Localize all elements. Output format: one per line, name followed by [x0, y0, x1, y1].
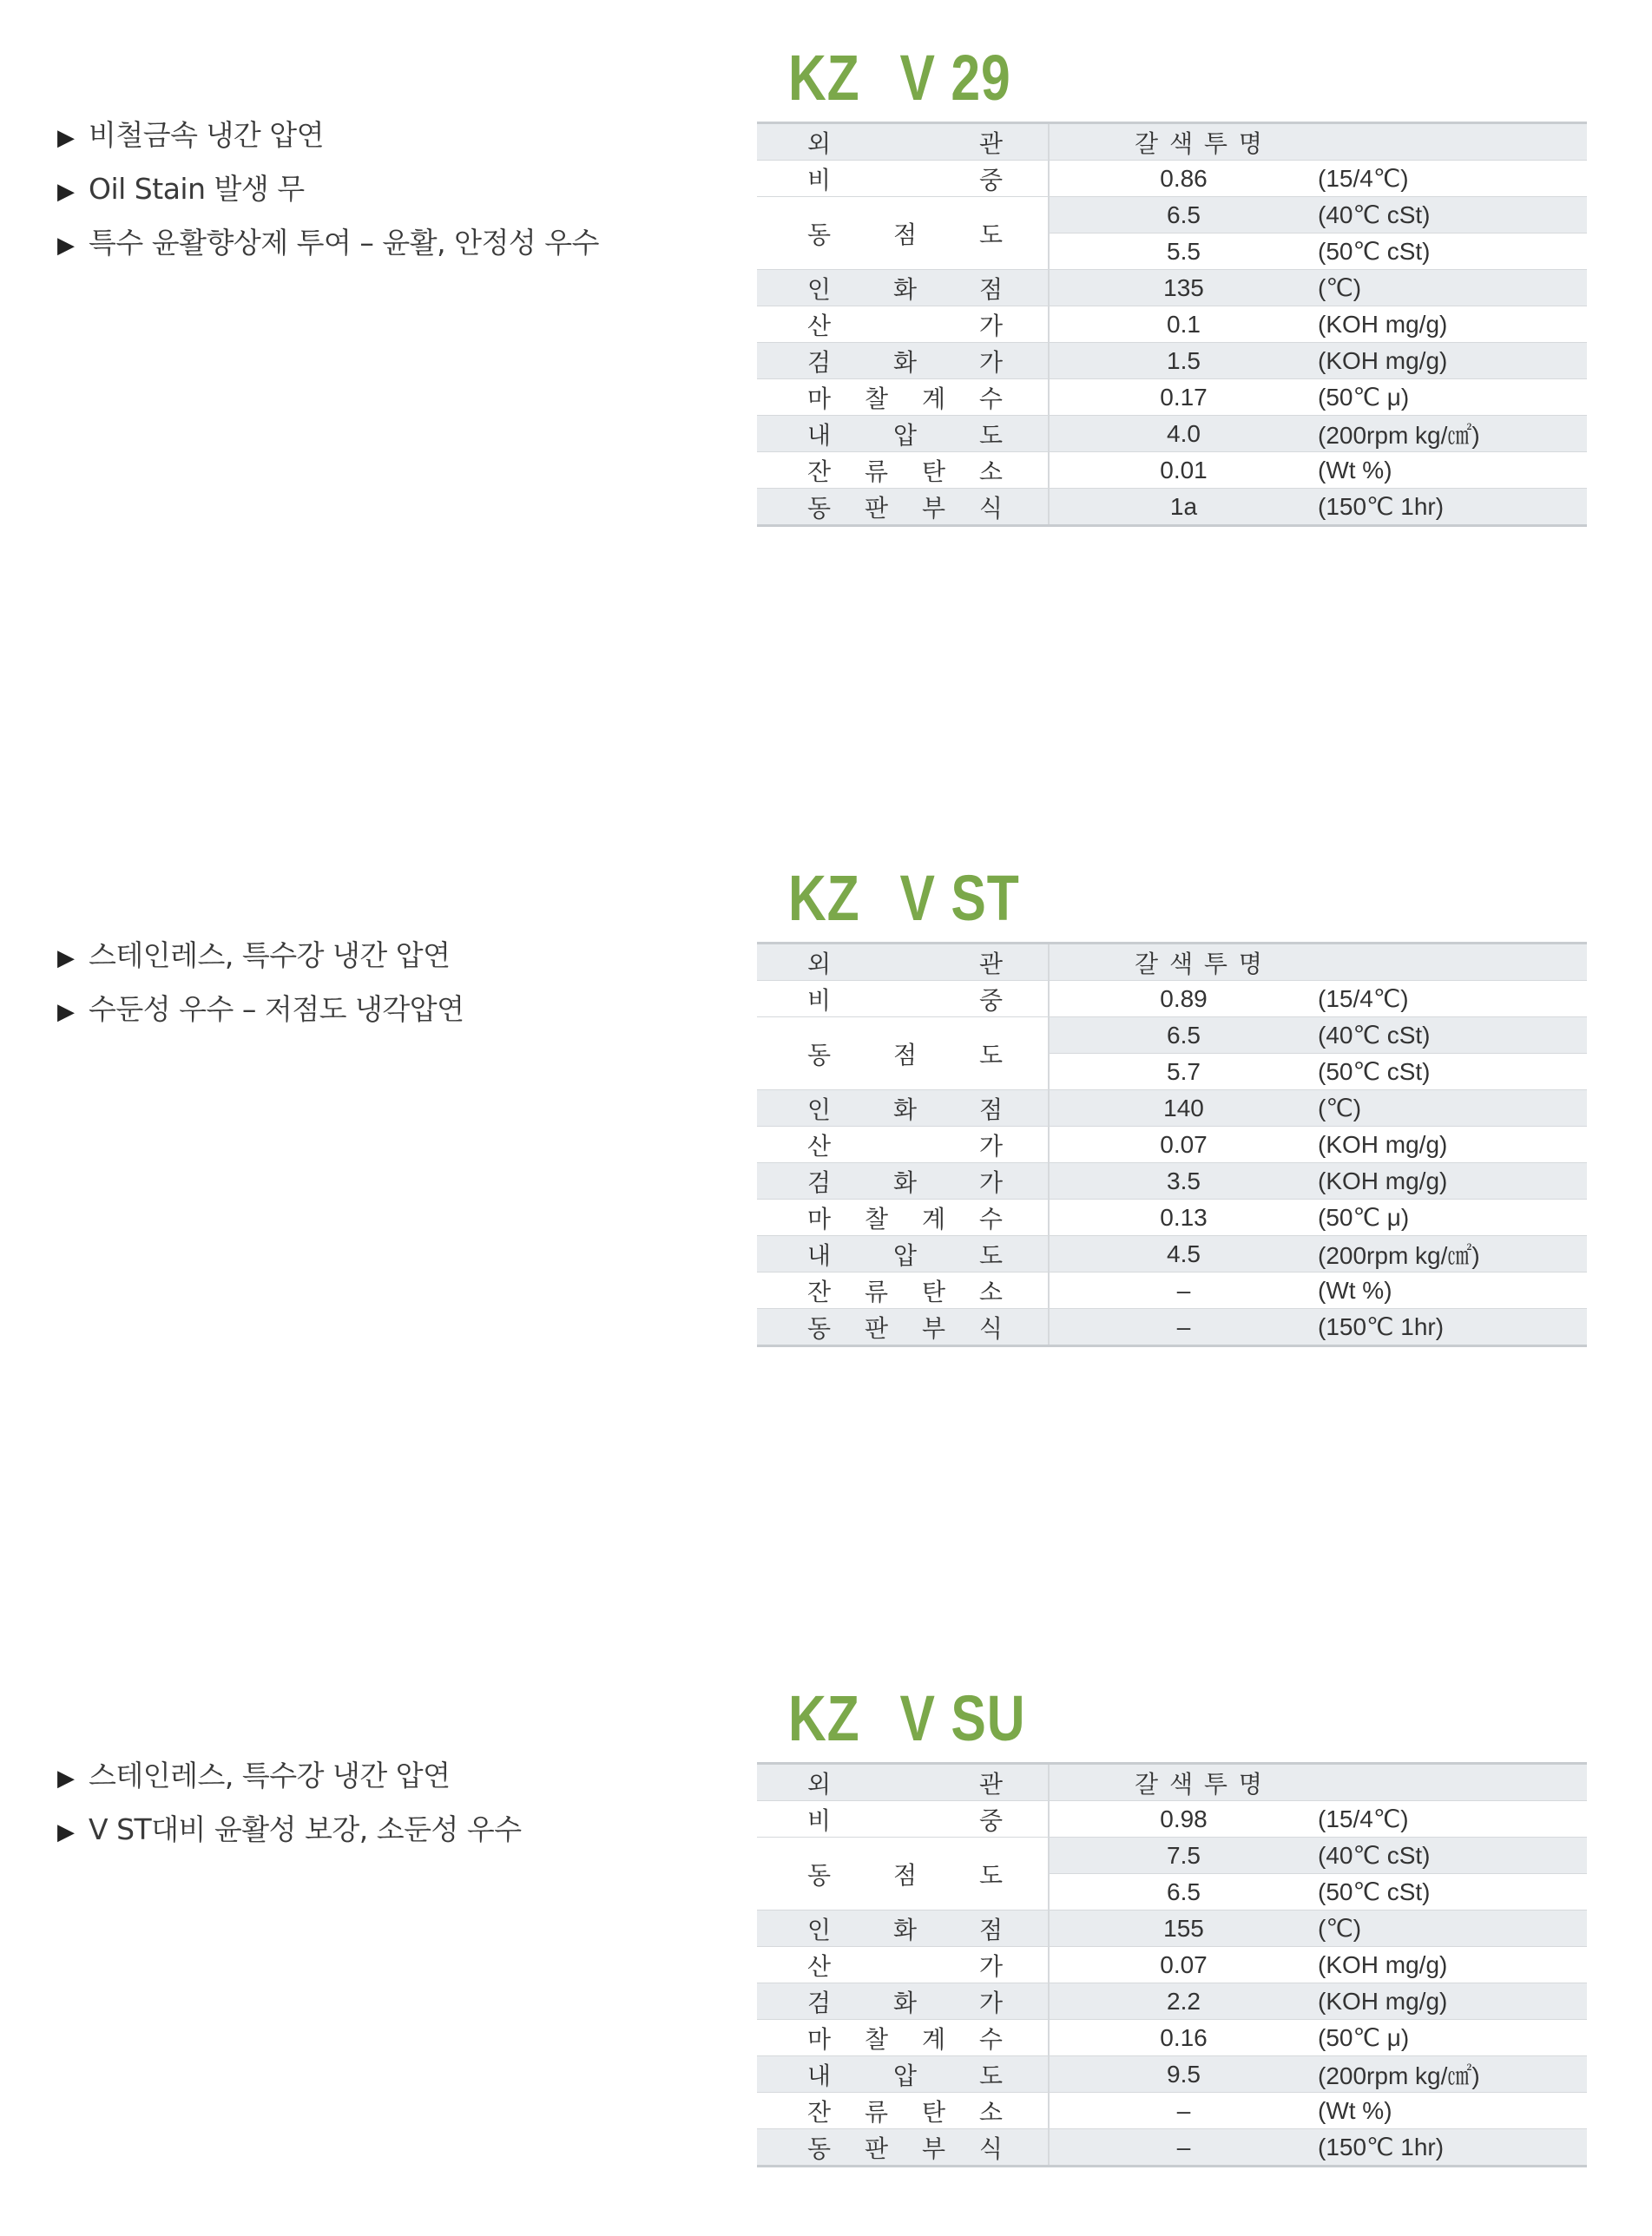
spec-label-char: 가 — [978, 311, 1003, 340]
spec-value: 0.01 — [1049, 452, 1318, 489]
spec-value: 0.16 — [1049, 2020, 1318, 2056]
spec-label-char: 소 — [978, 457, 1003, 486]
spec-value: 4.5 — [1049, 1236, 1318, 1273]
arrow-bullet-icon: ▶ — [57, 1766, 75, 1792]
spec-unit: (50℃ μ) — [1318, 2020, 1587, 2056]
spec-value: 5.7 — [1049, 1054, 1318, 1090]
spec-label-load-capacity — [757, 2057, 1048, 2092]
spec-label-copper-corrosion — [757, 2130, 1048, 2165]
spec-label-char: 검 — [807, 1988, 832, 2017]
feature-item — [57, 216, 599, 270]
spec-value: 6.5 — [1049, 1874, 1318, 1910]
spec-label-char: 화 — [892, 1095, 918, 1124]
spec-row-carbon-residue — [757, 1273, 1587, 1309]
spec-label-char: 탄 — [921, 457, 945, 486]
spec-label-char: 탄 — [921, 2097, 945, 2127]
spec-unit: (℃) — [1318, 270, 1587, 306]
spec-row-saponification-value — [757, 1983, 1587, 2020]
arrow-bullet-icon: ▶ — [57, 999, 75, 1025]
spec-value: 0.89 — [1049, 981, 1318, 1017]
spec-row-saponification-value — [757, 1163, 1587, 1200]
spec-label-saponification-value — [757, 1984, 1048, 2019]
spec-label-char: 도 — [978, 1240, 1003, 1270]
spec-unit: (150℃ 1hr) — [1318, 1309, 1587, 1346]
spec-row-acid-value — [757, 306, 1587, 343]
spec-unit: (50℃ cSt) — [1318, 1054, 1587, 1090]
spec-label-char: 판 — [864, 1313, 889, 1343]
spec-row-copper-corrosion — [757, 2129, 1587, 2167]
spec-label-char: 내 — [807, 420, 832, 450]
spec-row-friction-coefficient — [757, 1200, 1587, 1236]
spec-label-char: 부 — [921, 493, 945, 523]
spec-label-acid-value — [757, 1948, 1048, 1983]
spec-label-char: 식 — [978, 1313, 1003, 1343]
arrow-bullet-icon: ▶ — [57, 233, 75, 259]
spec-value: 3.5 — [1049, 1163, 1318, 1200]
spec-table — [757, 122, 1587, 527]
spec-value: 4.0 — [1049, 416, 1318, 452]
feature-text: 스테인레스, 특수강 냉간 압연 — [89, 938, 451, 972]
arrow-bullet-icon: ▶ — [57, 179, 75, 205]
spec-row-flash-point — [757, 1910, 1587, 1947]
spec-label-char: 계 — [921, 384, 945, 413]
product-section — [0, 1675, 1652, 2196]
feature-list — [57, 929, 464, 1036]
spec-label-char: 점 — [978, 1095, 1003, 1124]
product-model: V ST — [899, 862, 1020, 934]
spec-label-char: 검 — [807, 1167, 832, 1197]
spec-unit: (℃) — [1318, 1910, 1587, 1947]
appearance-value: 갈 색 투 명 — [1135, 1769, 1264, 1799]
product-model: V 29 — [899, 42, 1011, 114]
spec-unit: (40℃ cSt) — [1318, 1838, 1587, 1874]
product-prefix: KZ — [788, 42, 860, 114]
spec-table — [757, 1762, 1587, 2167]
spec-label-char: 동 — [807, 1313, 832, 1343]
spec-row-acid-value — [757, 1947, 1587, 1983]
spec-unit: (15/4℃) — [1318, 1801, 1587, 1838]
spec-label-acid-value — [757, 1128, 1048, 1162]
feature-text: 특수 윤활향상제 투여 – 윤활, 안정성 우수 — [89, 226, 599, 260]
spec-label-char: 찰 — [864, 384, 889, 413]
product-prefix: KZ — [788, 1682, 860, 1754]
spec-row-carbon-residue — [757, 2093, 1587, 2129]
spec-value: 135 — [1049, 270, 1318, 306]
spec-label-char: 비 — [807, 165, 832, 194]
spec-label-char: 도 — [978, 2061, 1003, 2090]
spec-label-saponification-value — [757, 1164, 1048, 1199]
spec-label-char: 인 — [807, 1915, 832, 1944]
spec-label-char: 점 — [892, 220, 918, 249]
spec-label-char: 가 — [978, 1131, 1003, 1161]
spec-label-char: 점 — [978, 1915, 1003, 1944]
spec-label-char: 판 — [864, 493, 889, 523]
spec-unit: (Wt %) — [1318, 2093, 1587, 2129]
spec-value: – — [1049, 1309, 1318, 1346]
spec-label-char: 탄 — [921, 1277, 945, 1306]
spec-label-char: 내 — [807, 2061, 832, 2090]
spec-label-copper-corrosion — [757, 1310, 1048, 1345]
spec-label-char: 산 — [807, 1131, 832, 1161]
spec-label-specific-gravity — [757, 1802, 1048, 1837]
spec-row-appearance — [757, 944, 1587, 981]
spec-label-char: 내 — [807, 1240, 832, 1270]
product-title — [788, 35, 1011, 122]
spec-row-load-capacity — [757, 416, 1587, 452]
spec-value: 1a — [1049, 489, 1318, 526]
spec-label-char: 관 — [978, 949, 1003, 978]
spec-unit: (200rpm kg/㎠) — [1318, 2056, 1587, 2093]
feature-text: V ST대비 윤활성 보강, 소둔성 우수 — [89, 1812, 522, 1846]
spec-value: 0.86 — [1049, 161, 1318, 197]
spec-value: 5.5 — [1049, 233, 1318, 270]
spec-label-char: 도 — [978, 1040, 1003, 1069]
spec-label-char: 가 — [978, 347, 1003, 377]
feature-text: 수둔성 우수 – 저점도 냉각압연 — [89, 992, 464, 1026]
spec-label-char: 중 — [978, 985, 1003, 1015]
spec-row-copper-corrosion — [757, 489, 1587, 526]
spec-label-char: 인 — [807, 1095, 832, 1124]
product-title — [788, 1675, 1025, 1762]
spec-row-friction-coefficient — [757, 2020, 1587, 2056]
spec-label-char: 찰 — [864, 2024, 889, 2054]
spec-label-char: 비 — [807, 985, 832, 1015]
spec-label-char: 화 — [892, 1915, 918, 1944]
spec-label-specific-gravity — [757, 982, 1048, 1016]
spec-label-appearance — [757, 125, 1048, 160]
spec-value: 6.5 — [1049, 197, 1318, 233]
arrow-bullet-icon: ▶ — [57, 125, 75, 151]
spec-label-char: 마 — [807, 384, 832, 413]
spec-value: 7.5 — [1049, 1838, 1318, 1874]
spec-value: 0.07 — [1049, 1127, 1318, 1163]
spec-label-char: 검 — [807, 347, 832, 377]
spec-unit: (Wt %) — [1318, 452, 1587, 489]
spec-label-char: 화 — [892, 1167, 918, 1197]
spec-label-appearance — [757, 1766, 1048, 1800]
spec-unit: (40℃ cSt) — [1318, 197, 1587, 233]
spec-label-char: 도 — [978, 1860, 1003, 1890]
spec-label-char: 식 — [978, 2134, 1003, 2163]
arrow-bullet-icon: ▶ — [57, 1819, 75, 1845]
spec-unit: (200rpm kg/㎠) — [1318, 416, 1587, 452]
spec-label-char: 중 — [978, 1805, 1003, 1835]
spec-row-friction-coefficient — [757, 379, 1587, 416]
spec-row-flash-point — [757, 1090, 1587, 1127]
spec-label-char: 수 — [978, 384, 1003, 413]
spec-row-viscosity-40 — [757, 1838, 1587, 1874]
spec-unit: (50℃ μ) — [1318, 379, 1587, 416]
spec-row-viscosity-40 — [757, 1017, 1587, 1054]
spec-row-specific-gravity — [757, 1801, 1587, 1838]
spec-unit: (℃) — [1318, 1090, 1587, 1127]
spec-value: 2.2 — [1049, 1983, 1318, 2020]
spec-unit: (50℃ cSt) — [1318, 1874, 1587, 1910]
feature-list — [57, 1749, 522, 1857]
spec-label-saponification-value — [757, 344, 1048, 378]
spec-label-char: 계 — [921, 2024, 945, 2054]
feature-item — [57, 109, 599, 162]
spec-label-char: 소 — [978, 2097, 1003, 2127]
spec-label-copper-corrosion — [757, 490, 1048, 524]
spec-label-char: 압 — [892, 2061, 918, 2090]
spec-label-char: 압 — [892, 1240, 918, 1270]
spec-value: – — [1049, 2093, 1318, 2129]
spec-value: 0.07 — [1049, 1947, 1318, 1983]
spec-label-char: 외 — [807, 128, 832, 158]
spec-unit: (KOH mg/g) — [1318, 343, 1587, 379]
spec-label-friction-coefficient — [757, 1200, 1048, 1235]
spec-label-char: 외 — [807, 1769, 832, 1799]
spec-row-saponification-value — [757, 343, 1587, 379]
spec-label-char: 화 — [892, 1988, 918, 2017]
spec-label-viscosity — [757, 216, 1048, 251]
spec-label-char: 비 — [807, 1805, 832, 1835]
spec-unit: (KOH mg/g) — [1318, 1127, 1587, 1163]
feature-item — [57, 1749, 522, 1803]
feature-text: 비철금속 냉간 압연 — [89, 118, 325, 152]
spec-label-acid-value — [757, 307, 1048, 342]
product-prefix: KZ — [788, 862, 860, 934]
spec-value: 155 — [1049, 1910, 1318, 1947]
spec-unit: (200rpm kg/㎠) — [1318, 1236, 1587, 1273]
product-section — [0, 35, 1652, 556]
spec-value: – — [1049, 1273, 1318, 1309]
spec-label-friction-coefficient — [757, 380, 1048, 415]
spec-label-char: 인 — [807, 274, 832, 304]
spec-value: 1.5 — [1049, 343, 1318, 379]
spec-label-char: 찰 — [864, 1204, 889, 1233]
spec-label-friction-coefficient — [757, 2021, 1048, 2055]
spec-label-char: 류 — [864, 1277, 889, 1306]
spec-label-char: 관 — [978, 128, 1003, 158]
feature-item — [57, 929, 464, 983]
spec-row-flash-point — [757, 270, 1587, 306]
spec-value: 0.13 — [1049, 1200, 1318, 1236]
spec-label-char: 계 — [921, 1204, 945, 1233]
spec-label-char: 소 — [978, 1277, 1003, 1306]
spec-label-char: 도 — [978, 220, 1003, 249]
spec-label-char: 마 — [807, 1204, 832, 1233]
product-title — [788, 855, 1020, 942]
spec-label-carbon-residue — [757, 2094, 1048, 2128]
spec-label-viscosity — [757, 1036, 1048, 1071]
spec-label-char: 점 — [892, 1860, 918, 1890]
spec-label-viscosity — [757, 1857, 1048, 1891]
feature-list — [57, 109, 599, 270]
spec-label-char: 점 — [892, 1040, 918, 1069]
spec-row-appearance — [757, 1764, 1587, 1801]
spec-unit: (15/4℃) — [1318, 161, 1587, 197]
spec-value: 140 — [1049, 1090, 1318, 1127]
spec-label-char: 부 — [921, 2134, 945, 2163]
spec-value: 0.98 — [1049, 1801, 1318, 1838]
spec-label-char: 수 — [978, 1204, 1003, 1233]
spec-row-viscosity-40 — [757, 197, 1587, 233]
spec-label-appearance — [757, 945, 1048, 980]
product-model: V SU — [899, 1682, 1026, 1754]
spec-table — [757, 942, 1587, 1347]
spec-row-copper-corrosion — [757, 1309, 1587, 1346]
spec-label-char: 압 — [892, 420, 918, 450]
spec-row-appearance — [757, 123, 1587, 161]
spec-label-char: 동 — [807, 493, 832, 523]
spec-unit: (KOH mg/g) — [1318, 1983, 1587, 2020]
spec-value: 0.17 — [1049, 379, 1318, 416]
spec-label-char: 산 — [807, 1951, 832, 1981]
spec-row-acid-value — [757, 1127, 1587, 1163]
spec-label-carbon-residue — [757, 1273, 1048, 1308]
spec-label-char: 화 — [892, 274, 918, 304]
spec-row-load-capacity — [757, 1236, 1587, 1273]
spec-row-carbon-residue — [757, 452, 1587, 489]
spec-row-specific-gravity — [757, 981, 1587, 1017]
spec-label-char: 마 — [807, 2024, 832, 2054]
spec-label-flash-point — [757, 1091, 1048, 1126]
spec-row-load-capacity — [757, 2056, 1587, 2093]
spec-label-char: 관 — [978, 1769, 1003, 1799]
spec-label-load-capacity — [757, 417, 1048, 451]
spec-label-char: 잔 — [807, 1277, 832, 1306]
spec-label-char: 동 — [807, 1040, 832, 1069]
spec-value: 0.1 — [1049, 306, 1318, 343]
spec-unit: (KOH mg/g) — [1318, 1163, 1587, 1200]
spec-label-carbon-residue — [757, 453, 1048, 488]
spec-label-char: 도 — [978, 420, 1003, 450]
spec-label-load-capacity — [757, 1237, 1048, 1272]
spec-unit: (150℃ 1hr) — [1318, 2129, 1587, 2167]
spec-unit: (Wt %) — [1318, 1273, 1587, 1309]
spec-value: – — [1049, 2129, 1318, 2167]
feature-text: Oil Stain 발생 무 — [89, 172, 305, 206]
spec-label-char: 판 — [864, 2134, 889, 2163]
spec-unit: (15/4℃) — [1318, 981, 1587, 1017]
spec-label-char: 동 — [807, 220, 832, 249]
spec-label-char: 동 — [807, 1860, 832, 1890]
arrow-bullet-icon: ▶ — [57, 945, 75, 971]
feature-item — [57, 1803, 522, 1857]
spec-label-char: 부 — [921, 1313, 945, 1343]
spec-unit: (KOH mg/g) — [1318, 306, 1587, 343]
spec-unit: (KOH mg/g) — [1318, 1947, 1587, 1983]
spec-label-char: 산 — [807, 311, 832, 340]
spec-label-char: 가 — [978, 1988, 1003, 2017]
appearance-value: 갈 색 투 명 — [1135, 128, 1264, 158]
spec-label-char: 잔 — [807, 457, 832, 486]
spec-label-char: 수 — [978, 2024, 1003, 2054]
spec-unit: (40℃ cSt) — [1318, 1017, 1587, 1054]
spec-unit: (150℃ 1hr) — [1318, 489, 1587, 526]
spec-label-flash-point — [757, 1911, 1048, 1946]
spec-row-specific-gravity — [757, 161, 1587, 197]
spec-label-char: 점 — [978, 274, 1003, 304]
spec-value: 9.5 — [1049, 2056, 1318, 2093]
feature-item — [57, 983, 464, 1036]
feature-item — [57, 162, 599, 216]
spec-label-char: 류 — [864, 2097, 889, 2127]
spec-label-specific-gravity — [757, 161, 1048, 196]
spec-label-char: 잔 — [807, 2097, 832, 2127]
feature-text: 스테인레스, 특수강 냉간 압연 — [89, 1759, 451, 1792]
spec-label-char: 화 — [892, 347, 918, 377]
appearance-value: 갈 색 투 명 — [1135, 949, 1264, 978]
spec-label-char: 가 — [978, 1167, 1003, 1197]
spec-label-char: 가 — [978, 1951, 1003, 1981]
spec-label-char: 동 — [807, 2134, 832, 2163]
spec-unit: (50℃ cSt) — [1318, 233, 1587, 270]
spec-label-char: 식 — [978, 493, 1003, 523]
spec-value: 6.5 — [1049, 1017, 1318, 1054]
spec-label-char: 류 — [864, 457, 889, 486]
spec-label-char: 중 — [978, 165, 1003, 194]
spec-unit: (50℃ μ) — [1318, 1200, 1587, 1236]
spec-label-char: 외 — [807, 949, 832, 978]
spec-label-flash-point — [757, 271, 1048, 306]
product-section — [0, 855, 1652, 1376]
